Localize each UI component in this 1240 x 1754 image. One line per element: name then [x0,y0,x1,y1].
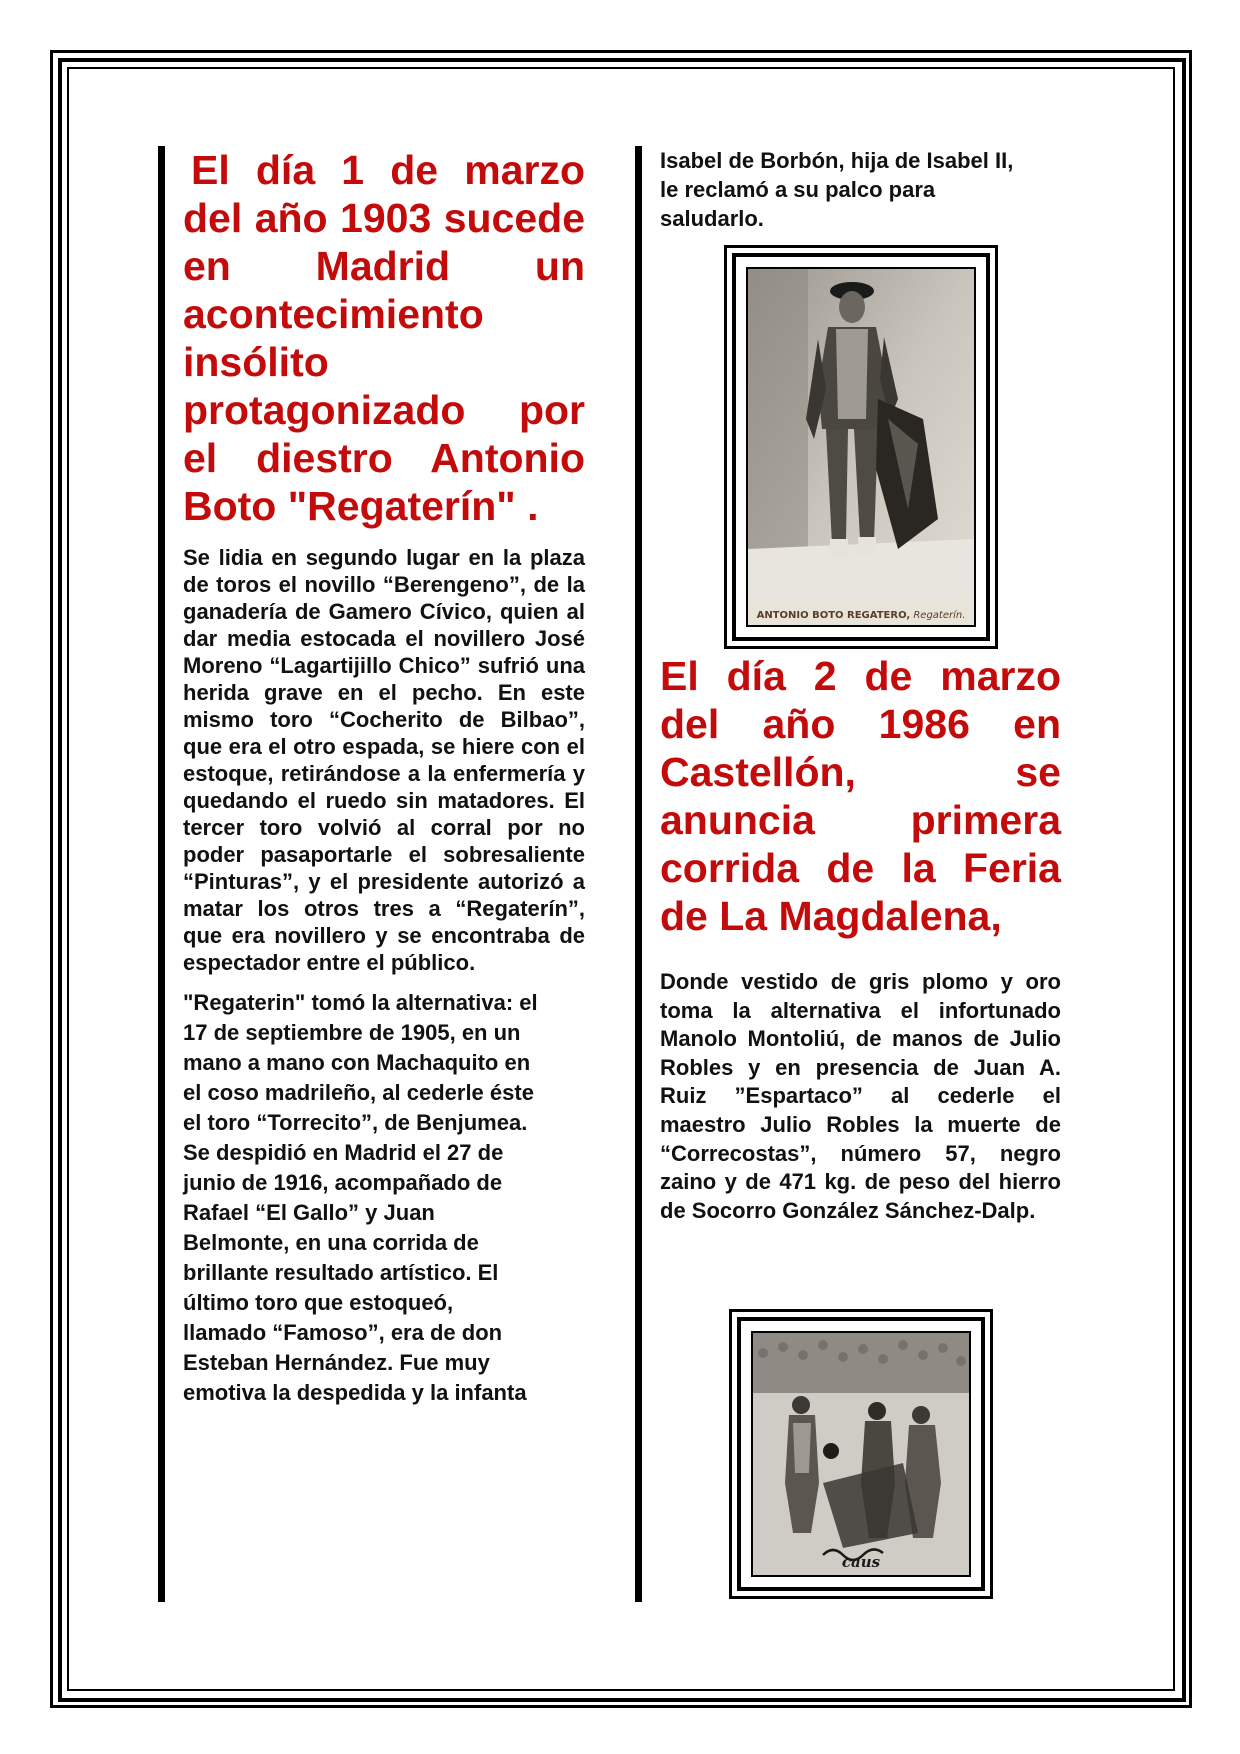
left-paragraph-2-line: Belmonte, en una corrida de [183,1230,479,1255]
left-paragraph-2-line: 17 de septiembre de 1905, en un [183,1020,521,1045]
left-paragraph-2-line: el coso madrileño, al cederle éste [183,1080,534,1105]
left-headline: El día 1 de marzo del año 1903 sucede en Madrid un acontecimiento insólito protagonizado por el diestro Antonio Boto "Regaterín" . [183,147,585,529]
right-continuation-line: Isabel de Borbón, hija de Isabel II, [660,148,1014,173]
right-continuation-line: le reclamó a su palco para [660,177,936,202]
photo-caption-name: ANTONIO BOTO REGATERO, [756,610,911,621]
right-headline: El día 2 de marzo del año 1986 en Castellón, se anuncia primera corrida de la Feria de La Magdalena, [660,653,1061,939]
left-paragraph-2-line: mano a mano con Machaquito en [183,1050,531,1075]
photo-frame-alternativa [737,1317,985,1591]
photo-frame-regaterin [732,253,990,641]
left-paragraph-2-line: llamado “Famoso”, era de don [183,1320,503,1345]
left-paragraph-2-line: "Regaterin" tomó la alternativa: el [183,990,538,1015]
left-paragraph-2-line: brillante resultado artístico. El [183,1260,499,1285]
matador-portrait-image [748,269,974,625]
ceremony-image [753,1333,969,1575]
right-continuation-line: saludarlo. [660,206,764,231]
left-paragraph-2 [183,988,585,1408]
right-lower-section [660,652,1061,1225]
left-paragraph-2-line: Rafael “El Gallo” y Juan [183,1200,435,1225]
photo-signature: caus [841,1553,881,1571]
right-paragraph: Donde vestido de gris plomo y oro toma la alternativa el infortunado Manolo Montoliú, de manos de Julio Robles y en presencia de Juan A. Ruiz ”Espartaco” al cederle el maestro Julio Robles la muerte de “Correcostas”, número 57, negro zaino y de 471 kg. de peso del hierro de Socorro González Sánchez-Dalp. [660,969,1061,1223]
alternativa-ceremony-photo [751,1331,971,1577]
photo-caption-nickname: Regaterín. [913,610,966,621]
left-paragraph-2-line: el toro “Torrecito”, de Benjumea. [183,1110,528,1135]
left-paragraph-2-line: junio de 1916, acompañado de [183,1170,503,1195]
matador-portrait-photo [746,267,976,627]
left-paragraph-2-line: Se despidió en Madrid el 27 de [183,1140,504,1165]
photo-caption [748,609,974,623]
left-column [158,146,585,1602]
left-paragraph-2-line: último toro que estoqueó, [183,1290,454,1315]
left-paragraph-1: Se lidia en segundo lugar en la plaza de toros el novillo “Berengeno”, de la ganadería de Gamero Cívico, quien al dar media estocada el novillero José Moreno “Lagartijillo Chico” sufrió una herida grave en el pecho. En este mismo toro “Cocherito de Bilbao”, que era el otro espada, se hiere con el estoque, retirándose a la enfermería y quedando el ruedo sin matadores. El tercer toro volvió al corral por no poder pasaportarle el sobresaliente “Pinturas”, y el presidente autorizó a matar los otros tres a “Regaterín”, que era novillero y se encontraba de espectador entre el público. [183,545,585,975]
left-paragraph-2-line: Esteban Hernández. Fue muy [183,1350,490,1375]
left-paragraph-2-line: emotiva la despedida y la infanta [183,1380,527,1405]
